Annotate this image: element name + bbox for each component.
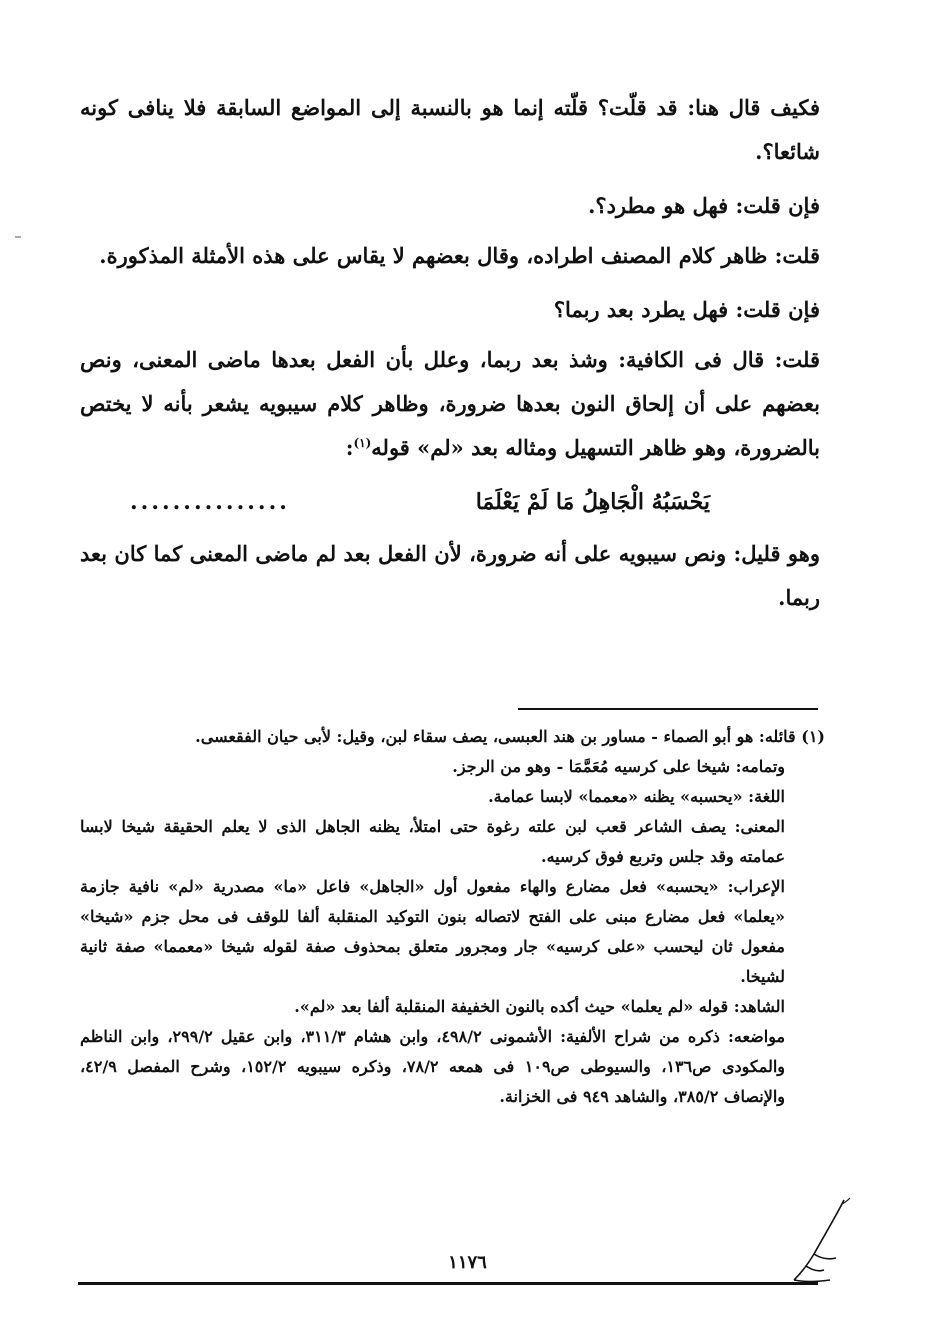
margin-tick-icon (14, 233, 22, 241)
paragraph-4: فإن قلت: فهل يطرد بعد ربما؟ (553, 297, 820, 322)
meaning-text: يصف الشاعر قعب لبن علته رغوة حتى امتلأ، يظنه الجاهل الذى لا يعلم الحقيقة شيخا لابسا عمامته وقد جلس وتربع فوق كرسيه. (80, 817, 785, 866)
paragraph-1: فكيف قال هنا: قد قلّت؟ قلّته إنما هو بالنسبة إلى المواضع السابقة فلا ينافى كونه شائعا؟. (80, 95, 820, 164)
verse-hemistich: يَحْسَبُهُ الْجَاهِلُ مَا لَمْ يَعْلَمَا (475, 489, 710, 515)
author-text: هو أبو الصماء - مساور بن هند العبسى، يصف سقاء لبن، وقيل: لأبى حيان الفقعسى. (195, 727, 754, 746)
bottom-rule (78, 1282, 818, 1285)
page-number: ١١٧٦ (448, 1252, 487, 1273)
verse-ellipsis: ............... (130, 489, 290, 515)
footnote-evidence (80, 992, 825, 1022)
footnote-meaning (80, 812, 825, 872)
completion-label: وتمامه: (735, 757, 785, 776)
sources-text: ذكره من شراح الألفية: الأشمونى ٤٩٨/٢، وابن هشام ٣١١/٣، وابن عقيل ٢٩٩/٢، وابن الناظم والمكودى ص١٣٦، والسيوطى ص١٠٩ فى همعه ٧٨/٢، وذكره سيبويه ١٥٢/٢، وشرح المفصل ٤٢/٩، والإنصاف ٣٨٥/٢، والشاهد ٩٤٩ فى الخزانة. (80, 1027, 785, 1106)
footnote-1-author (80, 722, 825, 752)
footnote-number: (١) (801, 727, 825, 746)
lexicon-label: اللغة: (748, 787, 785, 806)
footnote-sources (80, 1022, 825, 1112)
main-text (80, 86, 820, 630)
footnote-lexicon (80, 782, 825, 812)
verse-line (80, 476, 820, 524)
footnote-separator (518, 708, 818, 710)
footnote-grammar (80, 872, 825, 992)
evidence-text: قوله «لم يعلما» حيث أكده بالنون الخفيفة المنقلبة ألفا بعد «لم». (294, 997, 729, 1016)
grammar-text: «يحسبه» فعل مضارع والهاء مفعول أول «الجاهل» فاعل «ما» مصدرية «لم» نافية جازمة «يعلما» فعل مضارع مبنى على الفتح لاتصاله بنون التوكيد المنقلبة ألفا للوقف فى محل جزم «شيخا» مفعول ثان ليحسب «على كرسيه» جار ومجرور متعلق بمحذوف صفة لقوله شيخا «معمما» صفة ثانية لشيخا. (80, 877, 785, 986)
sources-label: مواضعه: (727, 1027, 786, 1046)
completion-text: شيخا على كرسيه مُعَمَّمَا - وهو من الرجز. (452, 757, 731, 776)
paragraph-6: وهو قليل: ونص سيبويه على أنه ضرورة، لأن الفعل بعد لم ماضى المعنى كما كان بعد ربما. (80, 541, 820, 610)
author-label: قائله: (758, 727, 796, 746)
grammar-label: الإعراب: (727, 877, 785, 896)
footnote-reference: (١) (353, 436, 372, 450)
paragraph-5-text: قلت: قال فى الكافية: وشذ بعد ربما، وعلل بأن الفعل بعدها ماضى المعنى، ونص بعضهم على أن إلحاق النون بعدها ضرورة، وظاهر كلام سيبويه يشعر بأنه لا يختص بالضرورة، وهو ظاهر التسهيل ومثاله بعد «لم» قوله (80, 347, 820, 460)
evidence-label: الشاهد: (733, 997, 785, 1016)
lexicon-text: «يحسبه» يظنه «معمما» لابسا عمامة. (488, 787, 743, 806)
pen-flourish-icon (784, 1196, 854, 1288)
paragraph-2: فإن قلت: فهل هو مطرد؟. (588, 193, 820, 218)
footnotes (80, 722, 825, 1112)
paragraph-5 (80, 338, 820, 470)
footnote-completion (80, 752, 825, 782)
paragraph-5-tail: : (345, 435, 354, 460)
meaning-label: المعنى: (734, 817, 785, 836)
paragraph-3: قلت: ظاهر كلام المصنف اطراده، وقال بعضهم لا يقاس على هذه الأمثلة المذكورة. (99, 243, 820, 268)
